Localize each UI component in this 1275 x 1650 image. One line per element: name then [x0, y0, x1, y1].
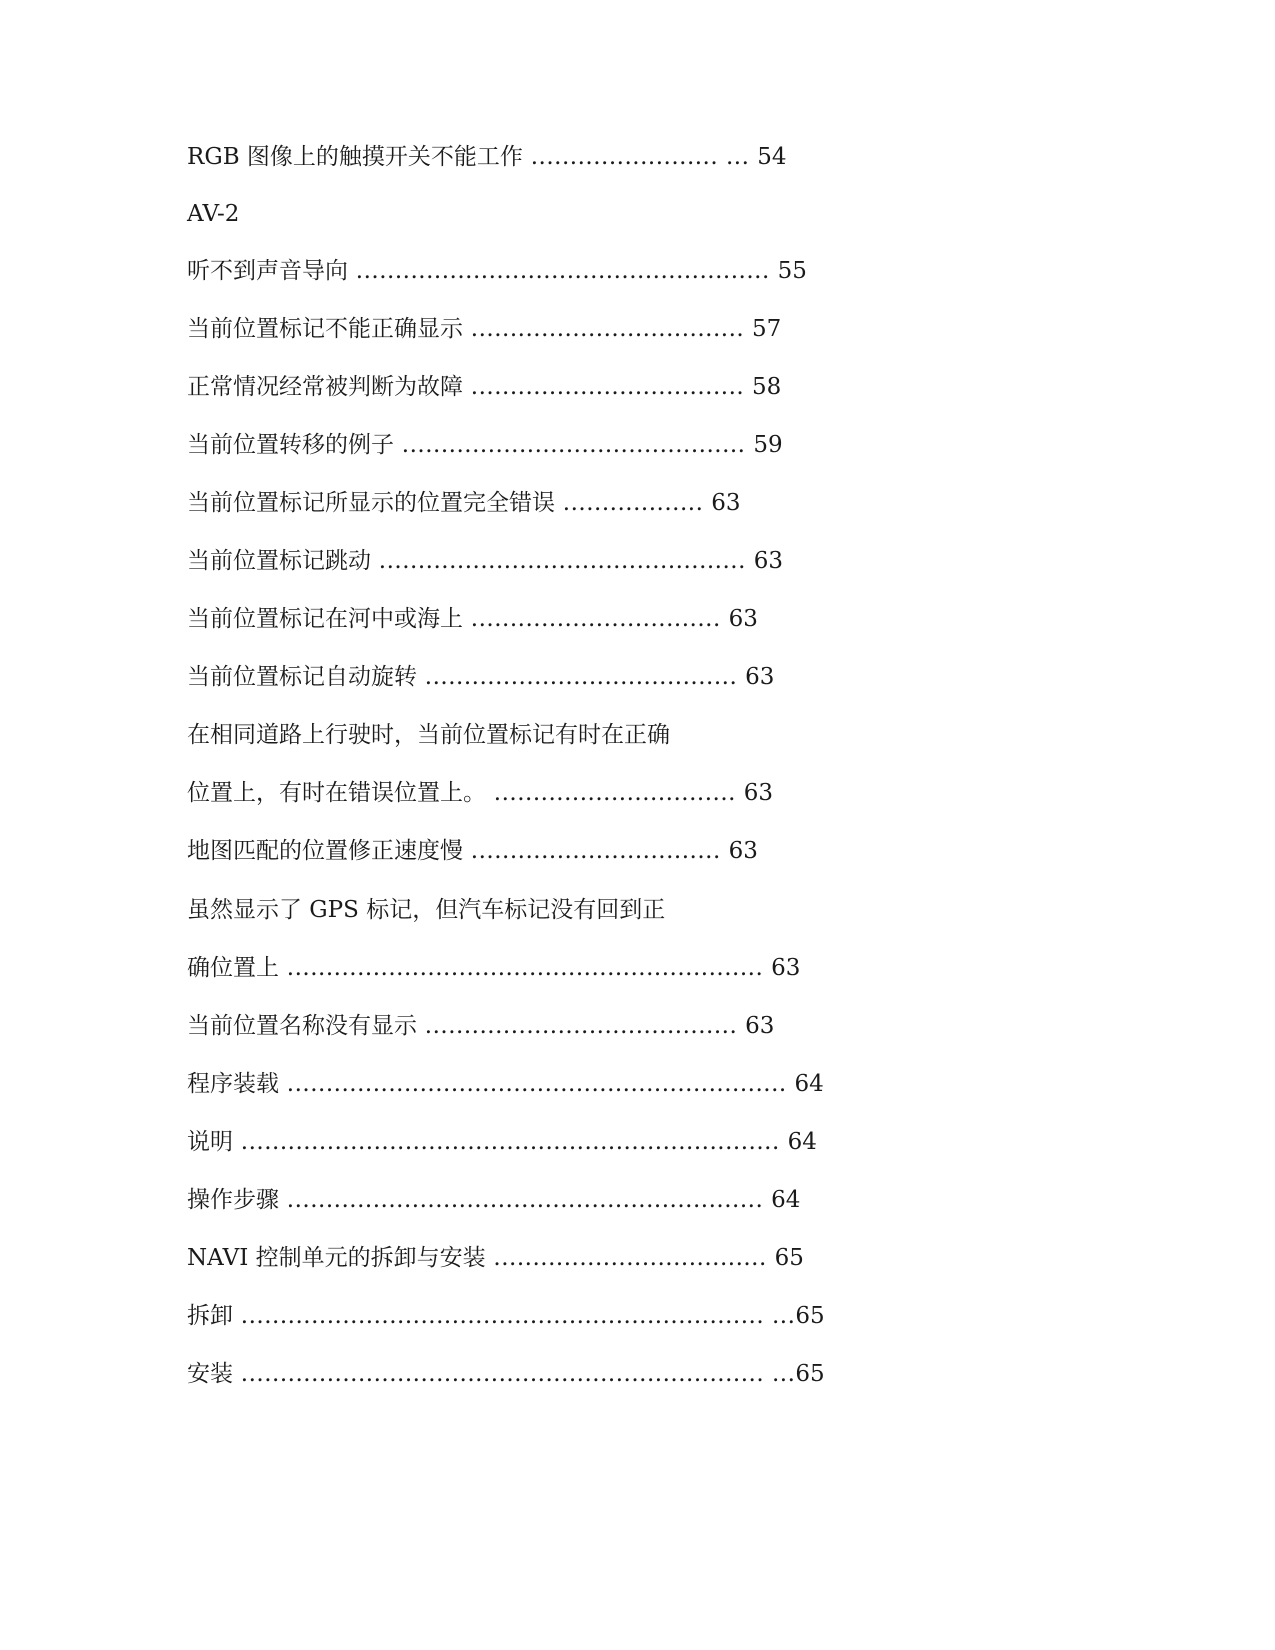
toc-entry-leader: ................................ [463, 838, 729, 864]
toc-entry [187, 659, 774, 695]
toc-entry-page: 65 [795, 1361, 825, 1387]
toc-entry-page: 63 [743, 780, 774, 806]
toc-entry-leader: ................................................................ [279, 1071, 795, 1097]
toc-entry [187, 601, 758, 637]
toc-entry-title: 当前位置转移的例子 [187, 432, 394, 458]
toc-entry-title: 地图匹配的位置修正速度慢 [187, 838, 463, 864]
toc-entry-page: 55 [777, 258, 807, 284]
toc-entry-title: 当前位置标记所显示的位置完全错误 [187, 490, 555, 516]
toc-entry-leader: ................................ [463, 606, 729, 632]
toc-entry [187, 892, 665, 928]
toc-entry [187, 1182, 800, 1218]
toc-entry-leader: ................................... [463, 316, 753, 342]
toc-entry-title: 位置上，有时在错误位置上。 [187, 780, 486, 806]
toc-entry-title: 当前位置标记自动旋转 [187, 664, 417, 690]
toc-entry-page: 63 [728, 606, 758, 632]
toc-entry [187, 543, 783, 579]
toc-entry [187, 717, 670, 753]
toc-entry-page: 54 [757, 144, 787, 170]
toc-entry [187, 311, 781, 347]
toc-entry-leader: ............................................................. [279, 1187, 772, 1213]
toc-entry-page: 64 [794, 1071, 824, 1097]
toc-entry-title: RGB 图像上的触摸开关不能工作 [187, 144, 523, 170]
toc-entry-title: 当前位置标记在河中或海上 [187, 606, 463, 632]
toc-entry [187, 1356, 825, 1392]
toc-entry-leader: .................. [555, 490, 712, 516]
toc-entry-leader: ..................................................................... [233, 1129, 788, 1155]
toc-entry [187, 1008, 774, 1044]
toc-entry-leader: ..................................................... [348, 258, 778, 284]
toc-entry-page: 64 [787, 1129, 817, 1155]
toc-entry-page: 63 [745, 1013, 775, 1039]
toc-entry-page: 64 [771, 1187, 801, 1213]
toc-entry-page: 57 [752, 316, 782, 342]
toc-entry-title: 虽然显示了 GPS 标记，但汽车标记没有回到正 [187, 897, 666, 923]
toc-entry [187, 1124, 817, 1160]
toc-entry-leader: ............................................ [394, 432, 754, 458]
toc-entry-page: 65 [774, 1245, 804, 1271]
toc-entry-title: AV-2 [187, 201, 240, 227]
toc-entry-leader: ................................... [485, 1245, 775, 1271]
toc-entry-title: 拆卸 [187, 1303, 233, 1329]
toc-entry-title: 说明 [187, 1129, 233, 1155]
toc-entry [187, 427, 783, 463]
toc-entry-title: 听不到声音导向 [187, 258, 348, 284]
toc-entry-leader: ........................................ [417, 664, 746, 690]
toc-entry-page: 63 [745, 664, 775, 690]
toc-entry-page: 65 [795, 1303, 825, 1329]
toc-entry [187, 139, 787, 175]
toc-entry-page: 63 [728, 838, 758, 864]
toc-entry-leader: ........................ ... [522, 144, 758, 170]
toc-entry-title: 正常情况经常被判断为故障 [187, 374, 463, 400]
toc-entry-title: 当前位置标记不能正确显示 [187, 316, 463, 342]
toc-entry-title: 操作步骤 [187, 1187, 279, 1213]
toc-entry-title: 程序装载 [187, 1071, 279, 1097]
toc-entry-leader: ................................................................... ... [233, 1361, 796, 1387]
toc-entry-title: 确位置上 [187, 955, 279, 981]
toc-entry [187, 950, 800, 986]
toc-entry-title: 在相同道路上行驶时，当前位置标记有时在正确 [187, 722, 670, 748]
toc-entry [187, 1240, 804, 1276]
toc-entry [187, 833, 758, 869]
toc-entry-page: 59 [753, 432, 783, 458]
toc-entry-page: 63 [771, 955, 801, 981]
toc-entry-page: 63 [753, 548, 784, 574]
toc-entry-leader: ............................... [486, 780, 744, 806]
toc-entry [187, 1066, 824, 1102]
toc-entry-leader: ............................................................. [279, 955, 772, 981]
toc-entry-leader: ........................................ [417, 1013, 746, 1039]
toc-entry-page: 58 [752, 374, 782, 400]
toc-entry [187, 485, 741, 521]
toc-entry-leader: ................................................................... ... [233, 1303, 796, 1329]
toc-entry-title: NAVI 控制单元的拆卸与安装 [187, 1245, 486, 1271]
toc-entry-title: 当前位置名称没有显示 [187, 1013, 417, 1039]
toc-entry [187, 369, 781, 405]
toc-entry-leader: ............................................... [371, 548, 754, 574]
toc-entry-page: 63 [711, 490, 741, 516]
toc-entry [187, 775, 773, 811]
toc-section-heading [187, 196, 239, 232]
toc-entry-title: 安装 [187, 1361, 233, 1387]
toc-entry [187, 253, 807, 289]
toc-entry-leader: ................................... [463, 374, 753, 400]
toc-entry [187, 1298, 825, 1334]
toc-entry-title: 当前位置标记跳动 [187, 548, 371, 574]
